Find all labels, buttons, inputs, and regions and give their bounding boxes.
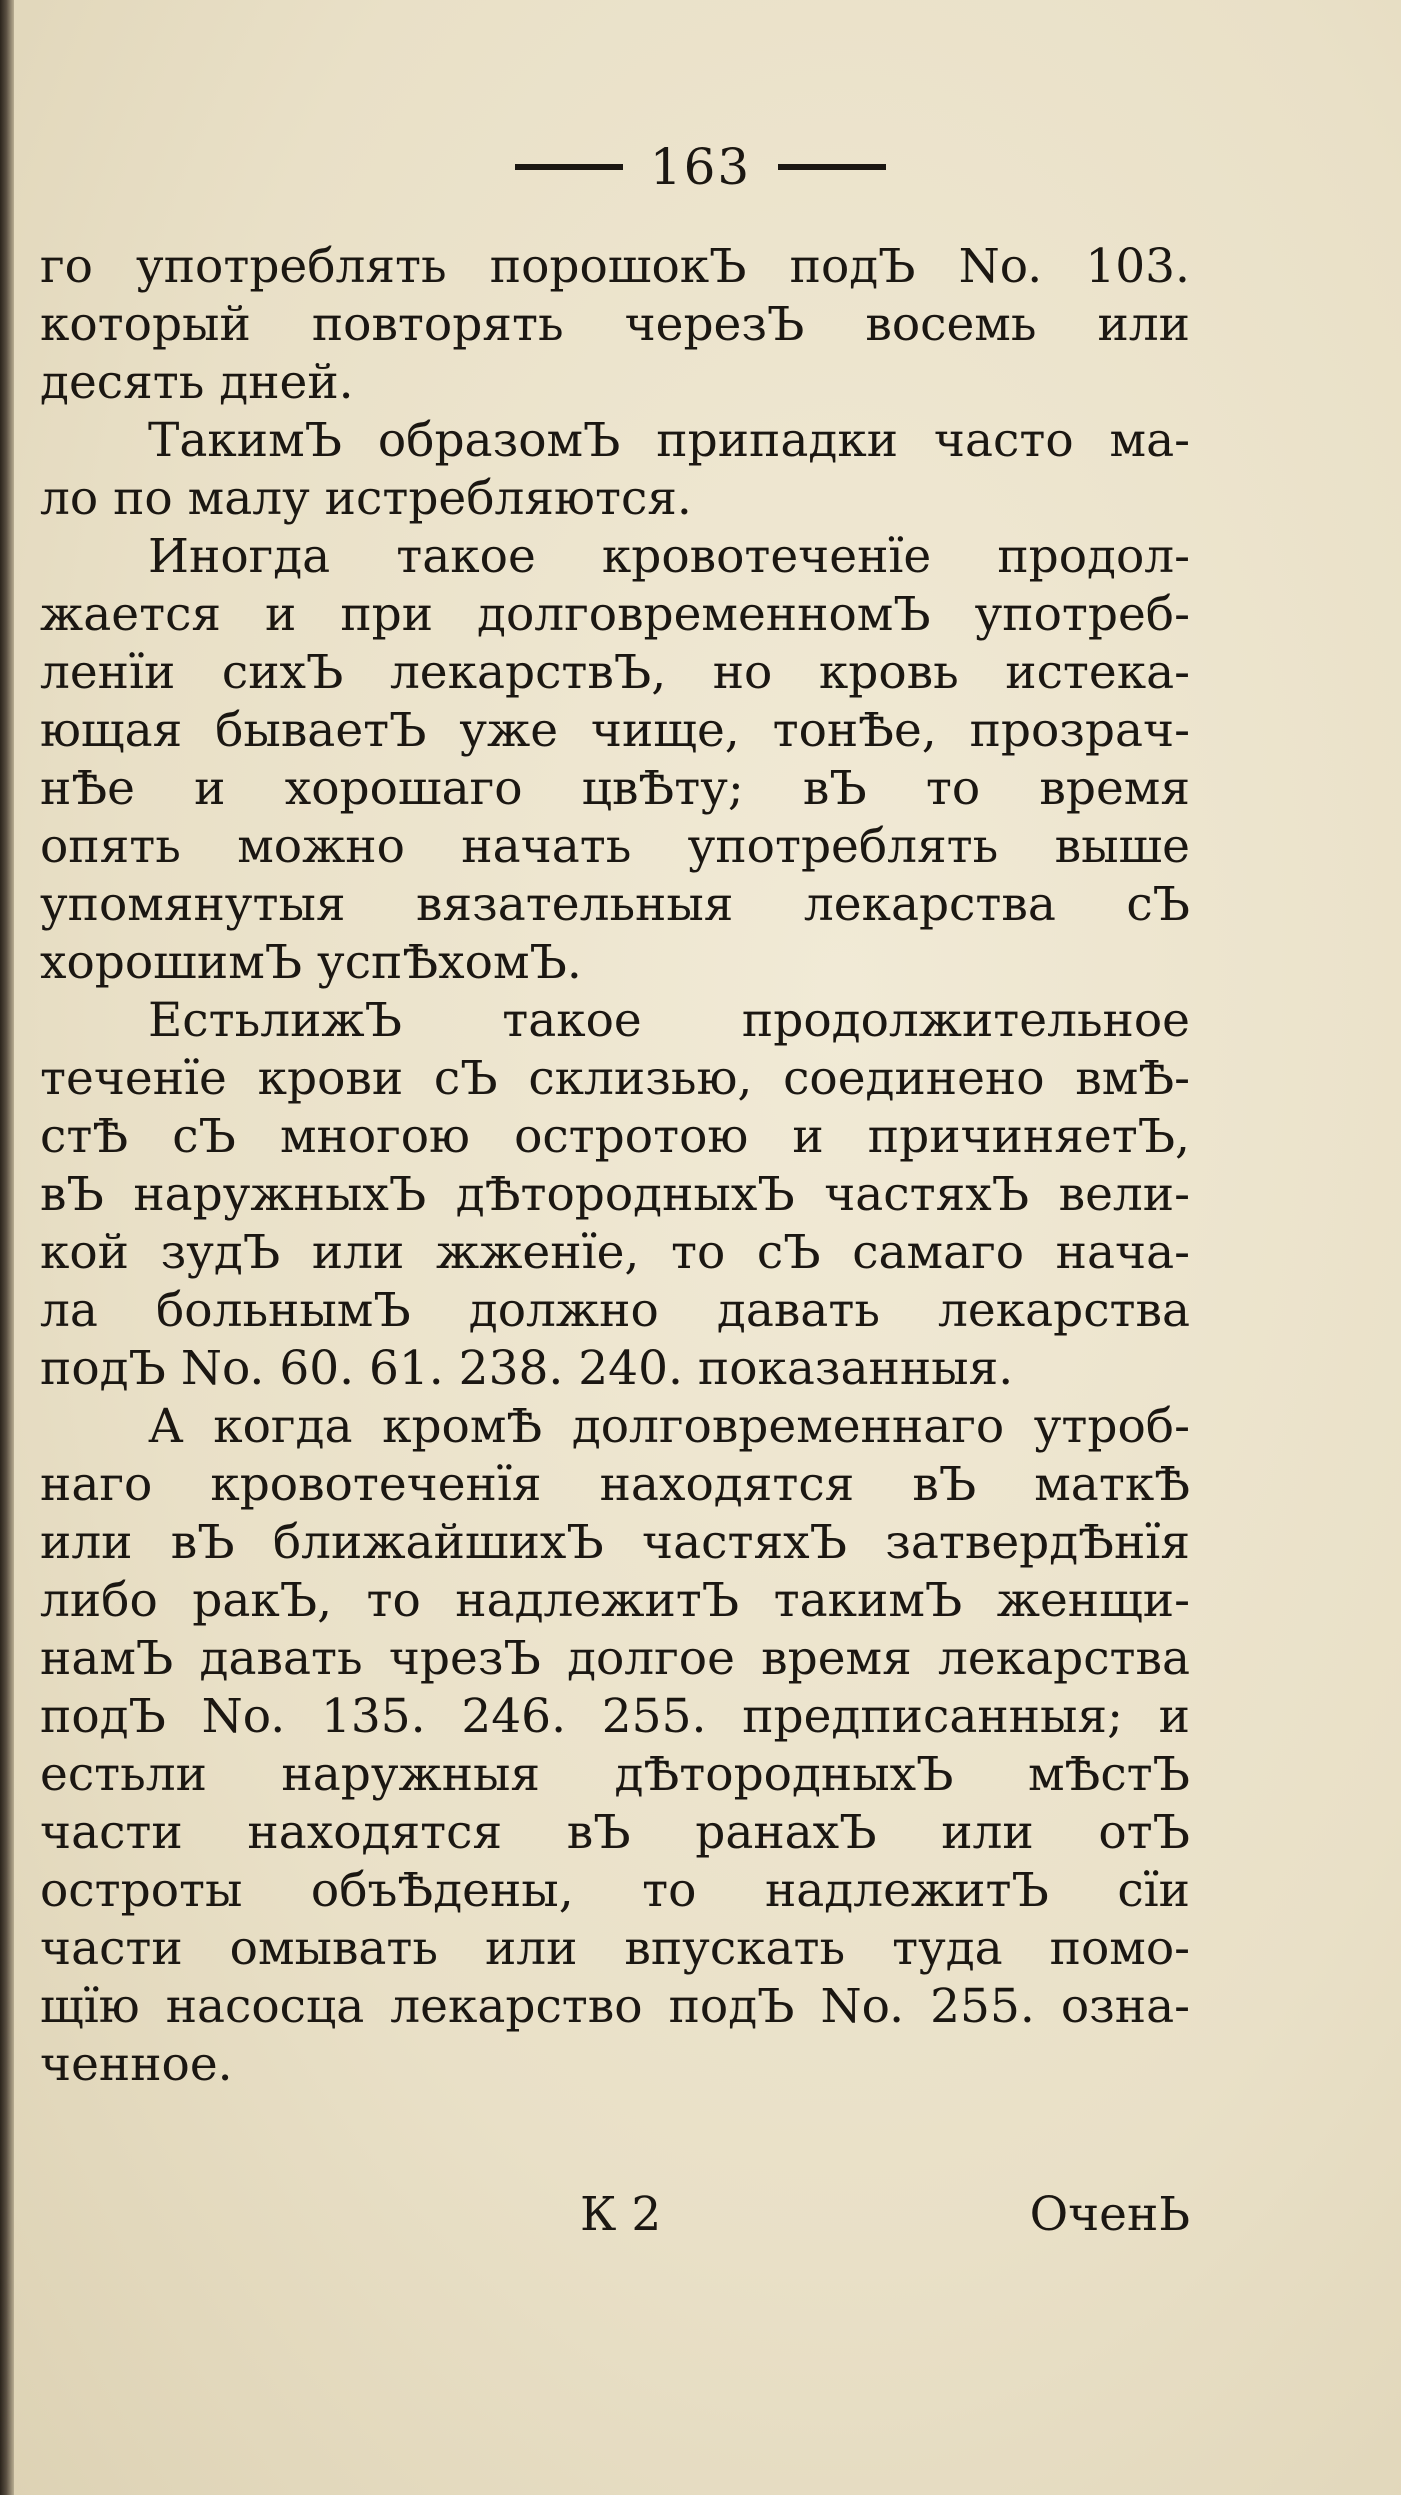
- text-line: Иногда такое кровотеченїе продол-: [148, 529, 1190, 584]
- catchword: ОченЬ: [1029, 2187, 1190, 2242]
- text-line: либо ракЪ, то надлежитЪ такимЪ женщи-: [40, 1573, 1190, 1628]
- text-line: ленїи сихЪ лекарствЪ, но кровь истека-: [40, 645, 1190, 700]
- page-footer: [40, 2180, 1190, 2250]
- signature-mark: К 2: [580, 2187, 662, 2242]
- paragraph: [40, 238, 1190, 412]
- text-line: щїю насосца лекарство подЪ No. 255. озна-: [40, 1979, 1190, 2034]
- text-line: ющая бываетЪ уже чище, тонѢе, прозрач-: [40, 703, 1190, 758]
- text-line: хорошимЪ успѢхомЪ.: [40, 935, 582, 990]
- text-line: ченное.: [40, 2037, 233, 2092]
- text-line: который повторять черезЪ восемь или: [40, 297, 1190, 352]
- text-line: части омывать или впускать туда помо-: [40, 1921, 1190, 1976]
- paragraph: [40, 1398, 1190, 2094]
- text-line: теченїе крови сЪ склизью, соединено вмѢ-: [40, 1051, 1190, 1106]
- text-line: упомянутыя вязательныя лекарства сЪ: [40, 877, 1190, 932]
- text-line: наго кровотеченїя находятся вЪ маткѢ: [40, 1457, 1190, 1512]
- page-header: [0, 138, 1401, 228]
- text-line: подЪ No. 60. 61. 238. 240. показанныя.: [40, 1341, 1014, 1396]
- text-line: ЕстьлижЪ такое продолжительное: [148, 993, 1190, 1048]
- header-dash-right: [778, 164, 886, 170]
- header-dash-left: [515, 164, 623, 170]
- text-line: естьли наружныя дѢтородныхЪ мѢстЪ: [40, 1747, 1190, 1802]
- paragraph: [40, 992, 1190, 1398]
- text-body: [40, 238, 1190, 2094]
- text-line: го употреблять порошокЪ подЪ No. 103.: [40, 239, 1190, 294]
- text-line: А когда кромѢ долговременнаго утроб-: [148, 1399, 1190, 1454]
- page-number: 163: [649, 138, 752, 196]
- paragraph: [40, 412, 1190, 528]
- paragraph: [40, 528, 1190, 992]
- text-line: или вЪ ближайшихЪ частяхЪ затвердѢнїя: [40, 1515, 1190, 1570]
- text-line: стѢ сЪ многою остротою и причиняетЪ,: [40, 1109, 1190, 1164]
- text-line: десять дней.: [40, 355, 354, 410]
- text-line: остроты объѢдены, то надлежитЪ сїи: [40, 1863, 1190, 1918]
- text-line: подЪ No. 135. 246. 255. предписанныя; и: [40, 1689, 1190, 1744]
- binding-edge: [0, 0, 14, 2495]
- text-line: намЪ давать чрезЪ долгое время лекарства: [40, 1631, 1190, 1686]
- text-line: кой зудЪ или жженїе, то сЪ самаго нача-: [40, 1225, 1190, 1280]
- text-line: ТакимЪ образомЪ припадки часто ма-: [148, 413, 1190, 468]
- text-line: ло по малу истребляются.: [40, 471, 692, 526]
- text-line: ла больнымЪ должно давать лекарства: [40, 1283, 1190, 1338]
- text-line: жается и при долговременномЪ употреб-: [40, 587, 1190, 642]
- text-line: нѢе и хорошаго цвѢту; вЪ то время: [40, 761, 1190, 816]
- text-line: вЪ наружныхЪ дѢтородныхЪ частяхЪ вели-: [40, 1167, 1190, 1222]
- text-line: части находятся вЪ ранахЪ или отЪ: [40, 1805, 1190, 1860]
- text-line: опять можно начать употреблять выше: [40, 819, 1190, 874]
